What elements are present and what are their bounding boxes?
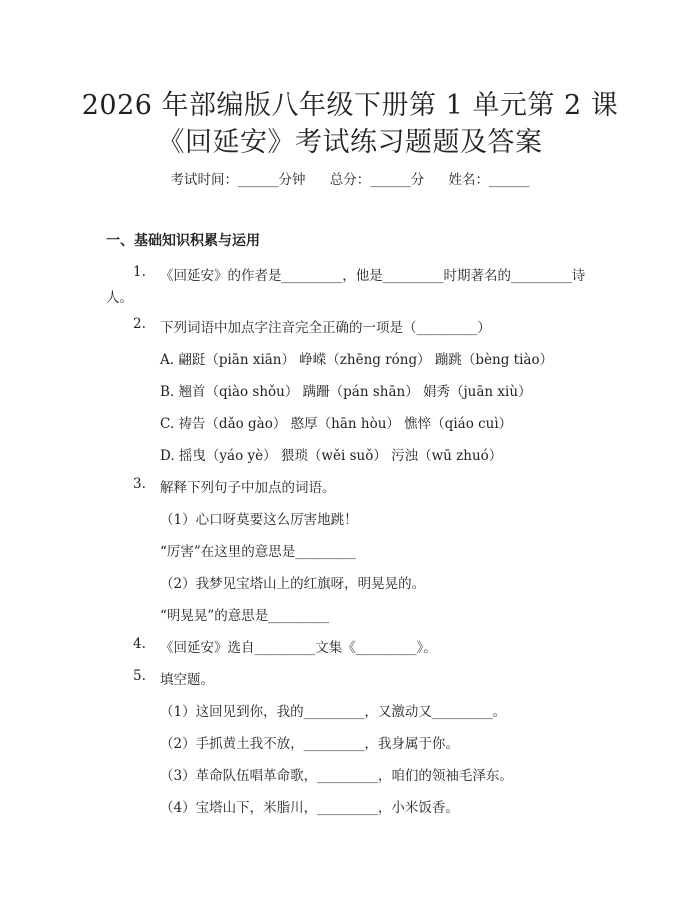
q2-option-b: B. 翘首（qiào shǒu） 蹒跚（pán shān） 娟秀（juān xiù） [160, 384, 532, 400]
q3-sentence-2: （2）我梦见宝塔山上的红旗呀，明晃晃的。 [160, 576, 426, 592]
q4-text: 《回延安》选自_________文集《_________》。 [160, 640, 437, 656]
q4-number: 4. [133, 636, 146, 652]
q1-number: 1. [133, 264, 146, 280]
q5-number: 5. [133, 668, 146, 684]
q2-option-d: D. 摇曳（yáo yè） 猥琐（wěi suǒ） 污浊（wū zhuó） [160, 448, 503, 464]
q3-text: 解释下列句子中加点的词语。 [160, 480, 336, 496]
q1-text-cont: 人。 [106, 290, 133, 306]
exam-score: 总分：______分 [329, 172, 425, 188]
exam-time: 考试时间：______分钟 [170, 172, 306, 188]
q5-item-1: （1）这回见到你，我的_________，又激动又_________。 [160, 704, 507, 720]
q3-sentence-1: （1）心口呀莫要这么厉害地跳！ [160, 512, 358, 528]
q5-item-4: （4）宝塔山下，米脂川，_________，小米饭香。 [160, 800, 459, 816]
section-heading: 一、基础知识积累与运用 [106, 233, 260, 249]
q2-text: 下列词语中加点字注音完全正确的一项是（_________） [160, 320, 491, 336]
q5-item-2: （2）手抓黄土我不放，_________，我身属于你。 [160, 736, 459, 752]
q2-option-a: A. 翩跹（piān xiān） 峥嵘（zhēng róng） 蹦跳（bèng tiào） [160, 352, 554, 368]
title-line-2: 《回延安》考试练习题题及答案 [157, 127, 543, 158]
exam-name: 姓名：______ [448, 172, 530, 188]
q2-number: 2. [133, 316, 146, 332]
q3-answer-1: “厉害”在这里的意思是_________ [160, 544, 357, 560]
title-line-1: 2026 年部编版八年级下册第 1 单元第 2 课 [81, 90, 619, 121]
exam-meta [0, 168, 700, 188]
q3-number: 3. [133, 476, 146, 492]
q5-item-3: （3）革命队伍唱革命歌，_________，咱们的领袖毛泽东。 [160, 768, 513, 784]
q3-answer-2: “明晃晃”的意思是_________ [160, 608, 330, 624]
q1-text: 《回延安》的作者是_________，他是_________时期著名的_________诗 [160, 268, 586, 284]
q5-text: 填空题。 [160, 672, 214, 688]
q2-option-c: C. 祷告（dǎo gào） 憨厚（hān hòu） 憔悴（qiáo cuì） [160, 416, 513, 432]
